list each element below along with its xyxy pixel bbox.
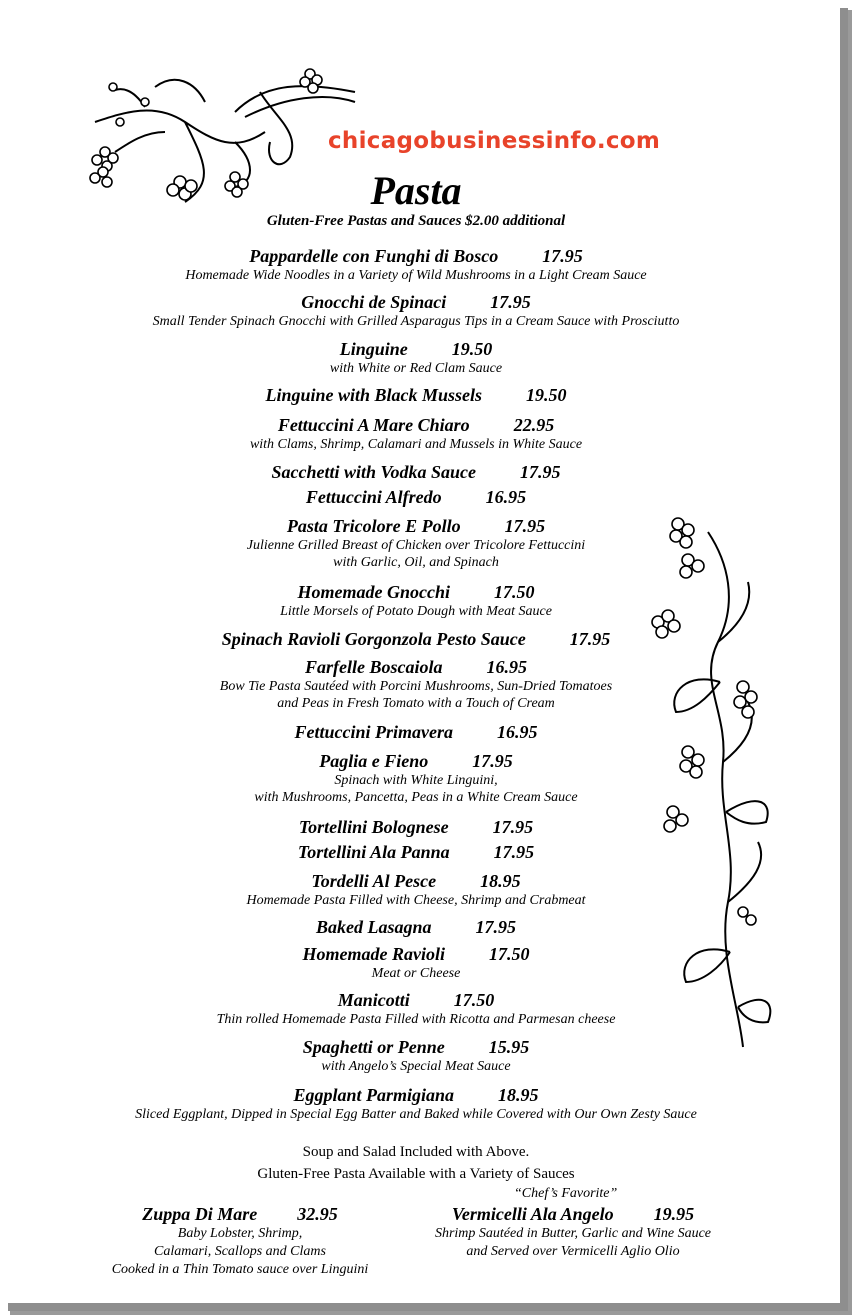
item-description: Spinach with White Linguini, [334,773,498,788]
watermark-text: chicagobusinessinfo.com [328,128,661,154]
menu-item [0,461,832,483]
item-price: 19.50 [451,339,493,359]
item-price: 17.95 [472,751,513,771]
menu-item [0,750,832,806]
note-line: Gluten-Free Pasta Available with a Variety of Sauces [257,1166,575,1182]
item-name: Spinach Ravioli Gorgonzola Pesto Sauce [221,629,526,649]
special-vermicelli [398,1203,748,1261]
item-price: 17.95 [569,629,611,649]
item-price: 16.95 [496,722,538,742]
menu-item [0,291,832,330]
item-description: with Clams, Shrimp, Calamari and Mussels in White Sauce [249,437,583,452]
item-description: Sliced Eggplant, Dipped in Special Egg Batter and Baked while Covered with Our Own Zesty Sauce [135,1107,697,1122]
menu-item [0,841,832,863]
item-name: Pappardelle con Funghi di Bosco [249,246,499,266]
item-name: Manicotti [337,990,410,1010]
item-name: Fettuccini A Mare Chiaro [277,415,470,435]
item-price: 17.95 [490,292,531,312]
item-description: Meat or Cheese [371,966,461,981]
item-price: 17.95 [492,817,534,837]
item-price: 15.95 [488,1037,530,1057]
menu-item [0,1036,832,1075]
item-price: 16.95 [485,487,527,507]
menu-item [0,414,832,453]
item-name: Tortellini Bolognese [298,817,449,837]
item-description: Shrimp Sautéed in Butter, Garlic and Wine Sauce [434,1226,712,1241]
item-name: Fettuccini Primavera [294,722,453,742]
item-description: with White or Red Clam Sauce [329,361,503,376]
page-title: Pasta [370,168,462,213]
item-name: Homemade Ravioli [302,944,445,964]
item-description: Homemade Wide Noodles in a Variety of Wild Mushrooms in a Light Cream Sauce [185,268,647,283]
menu-item [0,1084,832,1123]
menu-item [0,989,832,1028]
menu-item [0,486,832,508]
item-name: Eggplant Parmigiana [293,1085,455,1105]
item-price: 17.50 [488,944,530,964]
item-price: 19.50 [526,385,567,405]
menu-item [0,916,832,938]
item-price: 22.95 [513,415,555,435]
menu-item [0,656,832,712]
menu-item [0,870,832,909]
item-price: 19.95 [653,1204,695,1224]
item-name: Linguine with Black Mussels [265,385,483,405]
item-description: with Angelo’s Special Meat Sauce [321,1059,511,1074]
item-description: Little Morsels of Potato Dough with Meat Sauce [280,604,552,619]
item-description: Homemade Pasta Filled with Cheese, Shrimp and Crabmeat [246,893,586,908]
special-zuppa [70,1203,410,1279]
menu-notes [0,1141,832,1185]
item-name: Homemade Gnocchi [297,582,450,602]
item-name: Linguine [339,339,408,359]
item-price: 17.95 [542,246,583,266]
item-price: 32.95 [297,1204,338,1224]
page-shadow-right [840,10,852,1315]
menu-item [0,721,832,743]
menu-item [0,581,832,620]
item-description: Cooked in a Thin Tomato sauce over Linguini [111,1262,369,1277]
item-description: with Mushrooms, Pancetta, Peas in a White Cream Sauce [254,790,578,805]
menu-item [0,245,832,284]
item-description: and Peas in Fresh Tomato with a Touch of Cream [277,696,555,711]
item-price: 18.95 [480,871,521,891]
menu-item [0,816,832,838]
item-name: Baked Lasagna [315,917,432,937]
menu-item [0,515,832,571]
item-price: 17.95 [504,516,546,536]
item-price: 18.95 [498,1085,539,1105]
item-name: Zuppa Di Mare [142,1204,258,1224]
item-name: Vermicelli Ala Angelo [451,1204,614,1224]
item-price: 17.50 [493,582,535,602]
item-name: Gnocchi de Spinaci [301,292,447,312]
item-price: 17.95 [475,917,516,937]
item-price: 17.95 [493,842,535,862]
item-name: Sacchetti with Vodka Sauce [271,462,477,482]
item-price: 17.95 [520,462,561,482]
item-description: Thin rolled Homemade Pasta Filled with Ricotta and Parmesan cheese [216,1012,616,1027]
item-description: Baby Lobster, Shrimp, [177,1226,303,1241]
menu-item [0,384,832,406]
page-subtitle: Gluten-Free Pastas and Sauces $2.00 additional [266,213,566,229]
item-name: Paglia e Fieno [319,751,429,771]
menu-item [0,943,832,982]
item-name: Pasta Tricolore E Pollo [286,516,461,536]
item-name: Tortellini Ala Panna [297,842,450,862]
item-price: 16.95 [486,657,527,677]
page-shadow-bottom [10,1303,852,1315]
item-name: Farfelle Boscaiola [305,657,443,677]
item-description: Julienne Grilled Breast of Chicken over Tricolore Fettuccini [246,538,586,553]
item-name: Tordelli Al Pesce [311,871,437,891]
menu-item [0,338,832,377]
item-description: with Garlic, Oil, and Spinach [333,555,499,570]
item-name: Spaghetti or Penne [302,1037,445,1057]
chefs-favorite-tag: “Chef’s Favorite” [514,1186,618,1201]
item-description: Bow Tie Pasta Sautéed with Porcini Mushrooms, Sun-Dried Tomatoes [219,679,613,694]
item-description: Small Tender Spinach Gnocchi with Grilled Asparagus Tips in a Cream Sauce with Prosciutto [152,314,680,329]
menu-item [0,628,832,650]
item-name: Fettuccini Alfredo [305,487,442,507]
note-line: Soup and Salad Included with Above. [302,1144,530,1160]
item-price: 17.50 [453,990,495,1010]
item-description: Calamari, Scallops and Clams [154,1244,326,1259]
item-description: and Served over Vermicelli Aglio Olio [466,1244,680,1259]
